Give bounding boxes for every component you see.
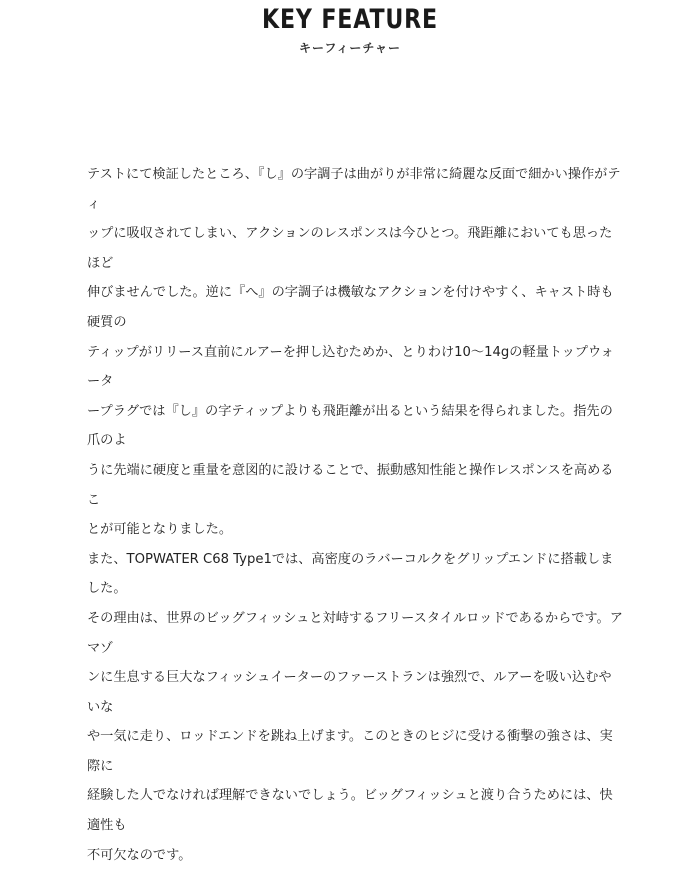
paragraph-rod-tip: テストにて検証したところ、『し』の字調子は曲がりが非常に綺麗な反面で細かい操作がティ ップに吸収されてしまい、アクションのレスポンスは今ひとつ。飛距離においても思ったほど 伸びませんでした。逆に『へ』の字調子は機敏なアクションを付けやすく、キャスト時も硬質の ティップがリリース直前にルアーを押し込むためか、とりわけ10～14gの軽量トップウォータ ープラグでは『し』の字ティップよりも飛距離が出るという結果を得られました。指先の爪のよ うに先端に硬度と重量を意図的に設けることで、振動感知性能と操作レスポンスを高めるこ とが可能となりました。 <box>87 167 621 538</box>
page-title: KEY FEATURE <box>262 4 438 35</box>
feature-description <box>87 160 623 870</box>
paragraph-grip-end: また、TOPWATER C68 Type1では、高密度のラバーコルクをグリップエンドに搭載しました。 その理由は、世界のビッグフィッシュと対峙するフリースタイルロッドであるからです。アマゾ ンに生息する巨大なフィッシュイーターのファーストランは強烈で、ルアーを吸い込むやいな や一気に走り、ロッドエンドを跳ね上げます。このときのヒジに受ける衝撃の強さは、実際に 経験した人でなければ理解できないでしょう。ビッグフィッシュと渡り合うためには、快適性も 不可欠なのです。 <box>87 551 623 863</box>
page-subtitle: キーフィーチャー <box>298 41 402 55</box>
page-header <box>0 0 700 56</box>
